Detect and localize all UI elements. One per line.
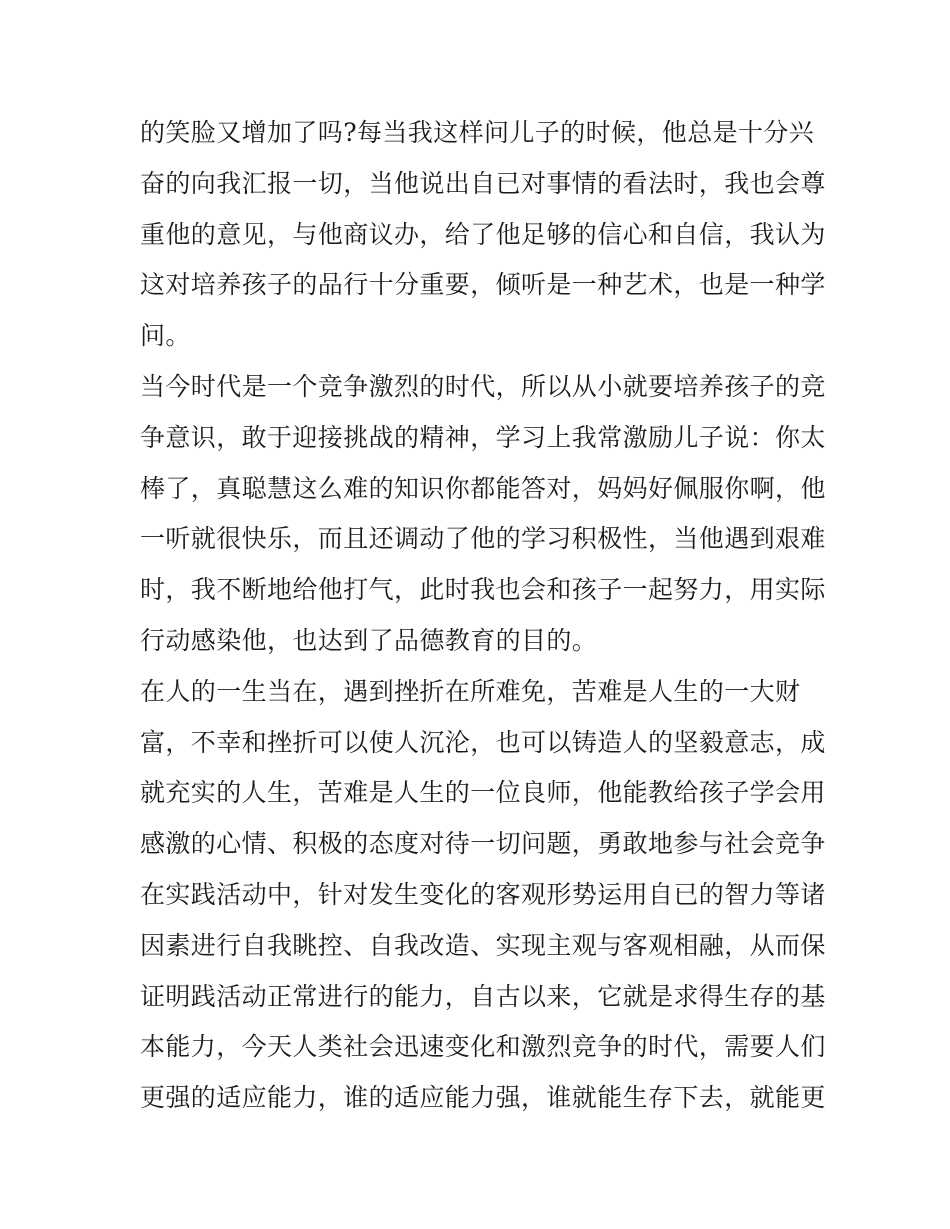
text-line: 在实践活动中，针对发生变化的客观形势运用自已的智力等诸 [140, 879, 826, 909]
text-line: 争意识，敢于迎接挑战的精神，学习上我常激励儿子说：你太 [140, 422, 826, 452]
text-line: 一听就很快乐，而且还调动了他的学习积极性，当他遇到艰难 [140, 524, 826, 554]
text-line: 棒了，真聪慧这么难的知识你都能答对，妈妈好佩服你啊，他 [140, 473, 826, 503]
text-line: 就充实的人生，苦难是人生的一位良师，他能教给孩子学会用 [140, 778, 826, 808]
text-line: 因素进行自我眺控、自我改造、实现主观与客观相融，从而保 [140, 930, 826, 960]
text-line: 奋的向我汇报一切，当他说出自已对事情的看法时，我也会尊 [140, 168, 826, 198]
text-line: 在人的一生当在，遇到挫折在所难免，苦难是人生的一大财 [140, 676, 801, 706]
text-line: 证明践活动正常进行的能力，自古以来，它就是求得生存的基 [140, 981, 826, 1011]
text-line: 当今时代是一个竞争激烈的时代，所以从小就要培养孩子的竞 [140, 371, 826, 401]
body-text [140, 108, 826, 1124]
text-line: 问。 [140, 321, 191, 351]
text-line: 重他的意见，与他商议办，给了他足够的信心和自信，我认为 [140, 219, 826, 249]
text-line: 的笑脸又增加了吗?每当我这样问儿子的时候，他总是十分兴 [140, 118, 815, 147]
text-line: 行动感染他，也达到了品德教育的目的。 [140, 625, 598, 655]
text-line: 感激的心情、积极的态度对待一切问题，勇敢地参与社会竞争 [140, 829, 826, 859]
text-line: 本能力，今天人类社会迅速变化和激烈竞争的时代，需要人们 [140, 1032, 826, 1062]
text-line: 富，不幸和挫折可以使人沉沦，也可以铸造人的坚毅意志，成 [140, 727, 826, 757]
text-line: 这对培养孩子的品行十分重要，倾听是一种艺术，也是一种学 [140, 270, 826, 300]
text-line: 更强的适应能力，谁的适应能力强，谁就能生存下去，就能更 [140, 1083, 826, 1113]
text-line: 时，我不断地给他打气，此时我也会和孩子一起努力，用实际 [140, 575, 826, 605]
